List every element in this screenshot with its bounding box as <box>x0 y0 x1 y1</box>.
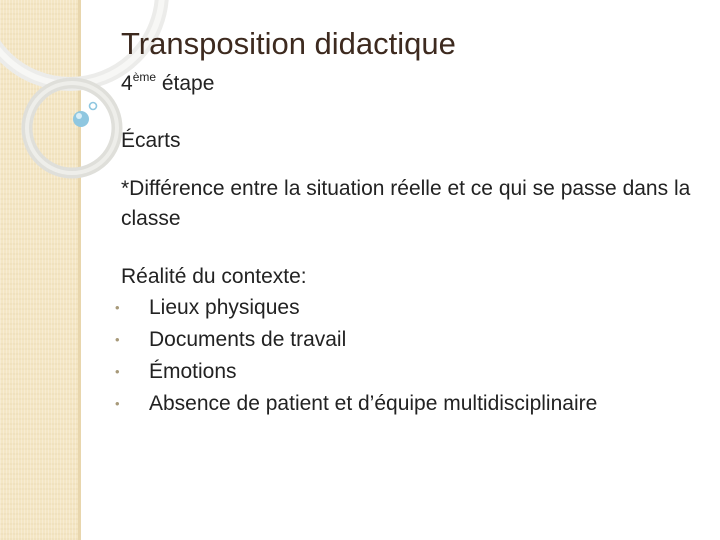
inner-ring-highlight <box>27 83 117 173</box>
list-item <box>115 388 597 420</box>
slide-title: Transposition didactique <box>121 26 456 61</box>
subtitle-superscript: ème <box>132 70 157 84</box>
blue-bubble-shine <box>76 113 82 119</box>
bullet-text: Lieux physiques <box>149 296 300 319</box>
bullet-text: Documents de travail <box>149 328 347 351</box>
subtitle-rest: étape <box>156 72 215 95</box>
bullet-icon: • <box>115 300 120 315</box>
subtitle-number: 4 <box>121 72 133 95</box>
list-item <box>115 292 597 324</box>
blue-bubble-large <box>73 111 89 127</box>
bullet-text: Absence de patient et d’équipe multidisciplinaire <box>149 392 598 415</box>
section-heading: Écarts <box>121 129 181 152</box>
bullet-text: Émotions <box>149 360 237 383</box>
definition-text: *Différence entre la situation réelle et ce qui se passe dans la classe <box>121 177 691 230</box>
list-item <box>115 356 597 388</box>
list-item <box>115 324 597 356</box>
slide-subtitle <box>121 70 214 96</box>
bullet-icon: • <box>115 396 120 411</box>
context-label: Réalité du contexte: <box>121 265 307 288</box>
bullet-icon: • <box>115 332 120 347</box>
bullet-icon: • <box>115 364 120 379</box>
blue-bubble-small <box>90 103 97 110</box>
bullet-list <box>115 292 597 420</box>
